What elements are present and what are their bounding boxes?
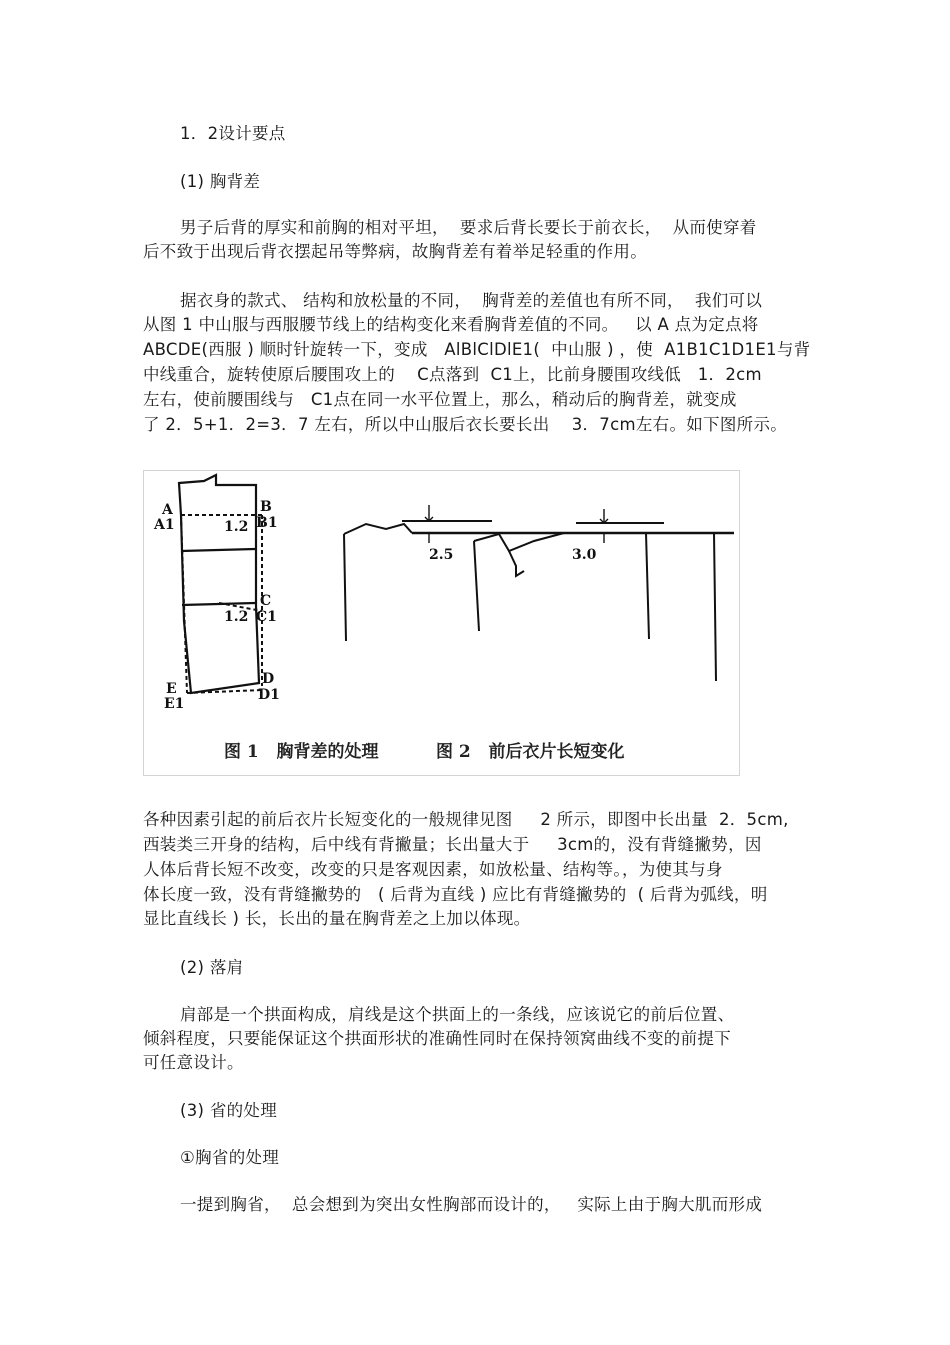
label-dim-2-5: 2.5 (429, 547, 454, 563)
text-line: 中线重合，旋转使原后腰围攻上的 C点落到 C1上，比前身腰围攻线低 1．2cm (143, 365, 762, 384)
label-E: E (166, 681, 177, 697)
text-line: 左右，使前腰围线与 C1点在同一水平位置上，那么，稍动后的胸背差，就变成 (143, 390, 737, 409)
label-A1: A1 (154, 517, 175, 533)
section-heading: 1．2设计要点 (180, 124, 286, 143)
label-E1: E1 (164, 696, 185, 712)
pattern-figure (143, 470, 740, 776)
label-A: A (162, 502, 173, 518)
item-title-dart: (3) 省的处理 (180, 1101, 278, 1120)
label-C: C (260, 593, 272, 609)
text-line: 各种因素引起的前后衣片长短变化的一般规律见图 2 所示，即图中长出量 2．5cm, (143, 810, 789, 829)
text-line: ABCDE(西服 ) 顺时针旋转一下，变成 AlBlClDlE1( 中山服 ) ，使 A1B1C1D1E1与背 (143, 340, 811, 359)
label-B: B (260, 499, 272, 515)
label-dim-mid: 1.2 (224, 609, 249, 625)
item-title-chest-back-diff: (1) 胸背差 (180, 172, 261, 191)
label-D1: D1 (258, 687, 280, 703)
text-line: 男子后背的厚实和前胸的相对平坦， 要求后背长要长于前衣长， 从而使穿着 (180, 218, 757, 237)
text-line: 一提到胸省， 总会想到为突出女性胸部而设计的， 实际上由于胸大肌而形成 (180, 1195, 763, 1214)
item-title-shoulder: (2) 落肩 (180, 958, 244, 977)
text-line: 体长度一致，没有背缝撇势的 ( 后背为直线 ) 应比有背缝撇势的 ( 后背为弧线，明 (143, 885, 768, 904)
label-C1: C1 (256, 609, 277, 625)
label-dim-top: 1.2 (224, 519, 249, 535)
text-line: 从图 1 中山服与西服腰节线上的结构变化来看胸背差值的不同。 以 A 点为定点将 (143, 315, 759, 334)
text-line: 西装类三开身的结构，后中线有背撇量；长出量大于 3cm的，没有背缝撇势，因 (143, 835, 762, 854)
label-D: D (262, 671, 275, 687)
pattern-diagram (144, 471, 739, 775)
text-line: 了 2．5+1．2=3．7 左右，所以中山服后衣长要长出 3．7cm左右。如下图所示。 (143, 415, 788, 434)
text-line: 显比直线长 ) 长，长出的量在胸背差之上加以体现。 (143, 909, 531, 928)
text-line: 倾斜程度，只要能保证这个拱面形状的准确性同时在保持领窝曲线不变的前提下 (143, 1029, 731, 1048)
subitem-title-chest-dart: ①胸省的处理 (180, 1148, 280, 1167)
label-B1: B1 (256, 515, 278, 531)
text-line: 肩部是一个拱面构成，肩线是这个拱面上的一条线，应该说它的前后位置、 (180, 1005, 735, 1024)
text-line: 人体后背长短不改变，改变的只是客观因素，如放松量、结构等。，为使其与身 (143, 860, 723, 879)
text-line: 据衣身的款式、 结构和放松量的不同， 胸背差的差值也有所不同， 我们可以 (180, 291, 763, 310)
figure-1-caption: 图 1 胸背差的处理 (224, 742, 379, 762)
label-dim-3-0: 3.0 (572, 547, 597, 563)
text-line: 后不致于出现后背衣摆起吊等弊病，故胸背差有着举足轻重的作用。 (143, 242, 647, 261)
figure-2-caption: 图 2 前后衣片长短变化 (436, 742, 625, 762)
text-line: 可任意设计。 (143, 1053, 244, 1072)
